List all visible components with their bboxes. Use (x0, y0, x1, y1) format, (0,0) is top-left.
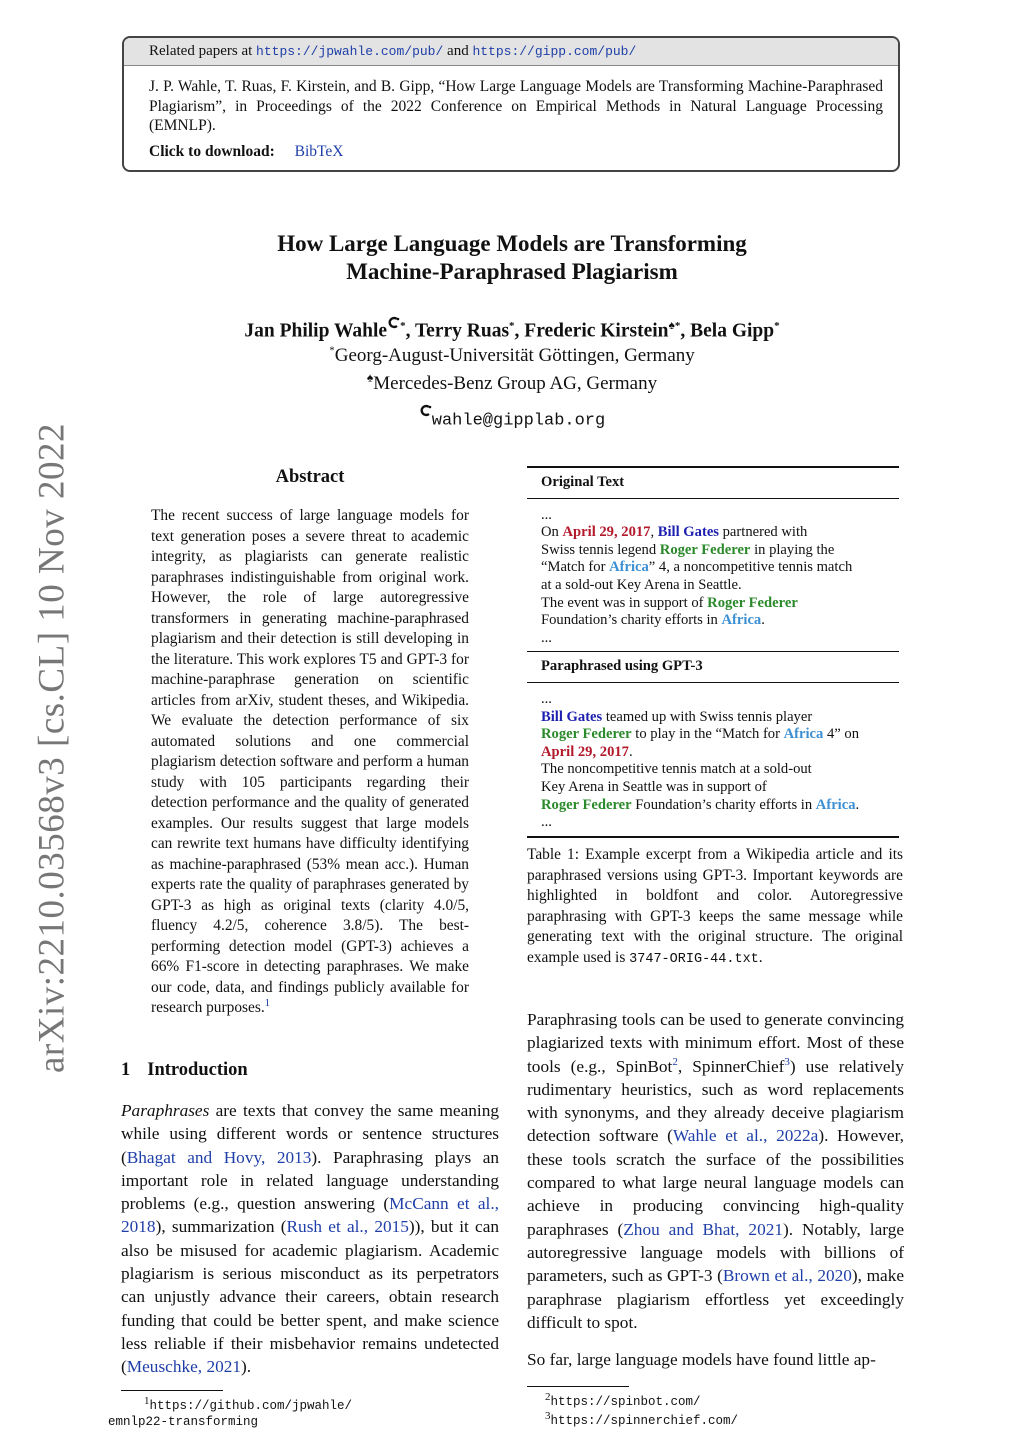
author-sep-2: , (514, 320, 525, 342)
cite-mccann-authors: McCann et al. (389, 1194, 495, 1214)
keyword-roger: Roger Federer (541, 796, 632, 813)
col2-paragraph-2: So far, large language models have found little ap- (527, 1350, 876, 1369)
cite-brown[interactable]: Brown et al., 2020 (722, 1266, 852, 1286)
keyword-date: April 29, 2017 (541, 743, 629, 760)
author-marks-1 (387, 320, 406, 332)
email-c-icon (387, 316, 400, 329)
para-line-5: Key Arena in Seattle was in support of (541, 778, 767, 795)
footnote-ref-2[interactable]: 2 (672, 1055, 678, 1068)
keyword-date: April 29, 2017 (562, 524, 651, 541)
related-prefix: Related papers at (149, 43, 253, 59)
cite-zhou-bhat[interactable]: Zhou and Bhat, 2021 (623, 1219, 783, 1239)
footnote-1 (108, 1394, 353, 1430)
ellipsis: ... (541, 629, 552, 646)
related-papers-header (124, 38, 898, 66)
cite-bhagat-hovy[interactable]: Bhagat and Hovy, 2013 (126, 1147, 312, 1167)
footnote-1-url-a[interactable]: https://github.com/jpwahle/ (149, 1399, 353, 1413)
cite-brown-year: 2020 (817, 1266, 852, 1286)
paraphrased-text-cell (527, 683, 899, 836)
title-line-1: How Large Language Models are Transforming (277, 231, 747, 256)
author-marks-3 (669, 320, 681, 332)
cite-meuschke[interactable]: Meuschke, 2021 (126, 1357, 241, 1377)
orig-text: ” 4, a noncompetitive tennis match (648, 559, 853, 576)
orig-text: Foundation’s charity efforts in (541, 612, 722, 629)
keyword-roger: Roger Federer (707, 594, 798, 611)
bibtex-link[interactable]: BibTeX (294, 143, 344, 160)
cite-rush[interactable]: Rush et al., 2015 (286, 1217, 409, 1237)
email-c-icon (419, 408, 432, 420)
orig-line-1 (541, 524, 899, 542)
paraphrases-term: Paraphrases (121, 1101, 210, 1120)
author-gipp: Bela Gipp (690, 320, 775, 342)
footnote-2-mark: 2 (545, 1390, 551, 1403)
orig-line-5 (541, 595, 899, 613)
orig-line-2 (541, 542, 899, 560)
cite-zhou-year: 2021 (748, 1219, 783, 1239)
para-line-2 (541, 726, 899, 744)
footnote-1-mark: 1 (144, 1394, 150, 1407)
col2-text-3: ) use relatively rudimentary heuristics, such as word replacements with synonyms, and they already deceive plagiarism detection software ( (527, 1056, 904, 1146)
keyword-place: Africa (815, 796, 856, 813)
keyword-place: Africa (609, 559, 649, 576)
ellipsis: ... (541, 506, 552, 523)
footnote-rule-right (527, 1386, 629, 1387)
orig-text: The event was in support of (541, 594, 708, 611)
aff-mark-1: * (329, 344, 335, 357)
author-ruas: Terry Ruas (414, 320, 510, 342)
author-sep-1: , (405, 320, 415, 342)
ellipsis: ... (541, 690, 552, 707)
author-mark-3: * (674, 320, 681, 332)
spade-icon: ♠ (668, 318, 675, 332)
cite-zhou-authors: Zhou and Bhat (623, 1219, 736, 1239)
download-row (149, 143, 343, 161)
author-mark-4: * (774, 320, 780, 332)
author-mark-1: * (400, 320, 406, 332)
author-mark-2: * (509, 320, 515, 332)
para-text: teamed up with Swiss tennis player (602, 708, 813, 725)
affiliation-mercedes (0, 370, 1024, 395)
para-line-1 (541, 709, 899, 727)
orig-on: On (541, 524, 563, 541)
cite-bhagat-authors: Bhagat and Hovy (126, 1147, 261, 1167)
footnote-1-url-b[interactable]: emnlp22-transforming (108, 1415, 259, 1429)
abstract-heading: Abstract (275, 467, 345, 487)
example-table (527, 466, 899, 838)
table-bottom-rule (527, 836, 899, 838)
para-line-6 (541, 797, 899, 815)
keyword-roger: Roger Federer (659, 541, 751, 558)
intro-text-3: ), summarization ( (155, 1217, 287, 1237)
paper-title (0, 230, 1024, 286)
footnote-2-url[interactable]: https://spinbot.com/ (550, 1395, 701, 1409)
related-and: and (447, 43, 469, 59)
keyword-person: Bill Gates (657, 524, 719, 541)
cite-mccann[interactable]: McCann et al., 2018 (121, 1194, 499, 1237)
orig-text: Swiss tennis legend (541, 541, 660, 558)
author-email[interactable]: wahle@gipplab.org (431, 411, 606, 431)
para-text: to play in the “Match for (631, 726, 784, 743)
section-title: Introduction (147, 1060, 248, 1080)
footnote-ref-1[interactable]: 1 (264, 996, 271, 1009)
arxiv-identifier: arXiv:2210.03568v3 [cs.CL] 10 Nov 2022 (31, 423, 73, 1073)
aff-mercedes-text: Mercedes-Benz Group AG, Germany (373, 373, 658, 394)
author-email-row (0, 404, 1024, 430)
footnote-rule-left (121, 1390, 223, 1391)
download-label: Click to download: (149, 143, 275, 160)
caption-filename: 3747-ORIG-44.txt (629, 951, 759, 967)
col2-text-6: ), make paraphrase plagiarism effortless yet exceedingly difficult to spot. (527, 1266, 905, 1332)
para-dot: . (628, 743, 633, 760)
jpwahle-pub-link[interactable]: https://jpwahle.com/pub/ (256, 44, 444, 59)
footnote-3-url[interactable]: https://spinnerchief.com/ (550, 1414, 739, 1428)
cite-meuschke-authors: Meuschke (126, 1357, 198, 1377)
orig-line-3 (541, 559, 899, 577)
cite-brown-authors: Brown et al. (722, 1266, 809, 1286)
aff-goettingen-text: Georg-August-Universität Göttingen, Germany (334, 345, 695, 366)
cite-bhagat-year: 2013 (276, 1147, 312, 1167)
paraphrased-header: Paraphrased using GPT-3 (541, 658, 703, 675)
footnote-2 (545, 1390, 701, 1410)
para-dot: . (855, 796, 860, 813)
author-list (0, 316, 1024, 343)
caption-text: Table 1: Example excerpt from a Wikipedia article and its paraphrased versions using GPT-3. Important keywords are highlighted in boldfont and color. Autoregressive paraphrasing with GPT-3 keeps the same message while generating text with the original structure. The original example used is (527, 846, 903, 966)
footnote-ref-3[interactable]: 3 (784, 1055, 790, 1068)
original-text-cell (527, 499, 899, 652)
title-line-2: Machine-Paraphrased Plagiarism (346, 259, 678, 284)
keyword-place: Africa (783, 726, 824, 743)
section-heading-introduction (121, 1060, 248, 1081)
para-text: 4” on (823, 726, 860, 743)
keyword-place: Africa (721, 612, 762, 629)
col2-text-4: ). However, these tools scratch the surface of the possibilities compared to what large neural language models can achieve in producing convincing high-quality paraphrases ( (527, 1126, 904, 1239)
intro-paragraph-1 (121, 1099, 499, 1379)
col2-paragraph-1 (527, 1008, 904, 1334)
footnote-3-mark: 3 (545, 1409, 551, 1422)
intro-text-2: ). Paraphrasing plays an important role in related language understanding problems (e.g., question answering ( (121, 1147, 500, 1214)
cite-rush-year: 2015 (374, 1217, 409, 1237)
intro-text-5: ). (241, 1357, 252, 1377)
table-caption: Table 1: Example excerpt from a Wikipedia article and its paraphrased versions using GPT-3. Important keywords are highlighted in boldfont and color. Autoregressive paraphrasing with GPT-3 keeps the same message while generating text with the original structure. The original example used is 3747-ORIG-44.txt. (527, 846, 903, 967)
orig-line-6 (541, 612, 899, 630)
gipp-pub-link[interactable]: https://gipp.com/pub/ (472, 44, 637, 59)
orig-text: partnered with (718, 524, 808, 541)
footnote-3 (545, 1409, 739, 1429)
author-sep-3: , (680, 320, 691, 342)
cite-mccann-year: 2018 (121, 1217, 156, 1237)
spade-icon: ♠ (366, 370, 374, 385)
orig-line-4: at a sold-out Key Arena in Seattle. (541, 576, 742, 593)
orig-comma: , (650, 524, 658, 541)
col2-text-2: , SpinnerChief (677, 1056, 785, 1076)
orig-dot: . (761, 612, 765, 629)
author-kirstein: Frederic Kirstein (524, 320, 669, 342)
keyword-person: Bill Gates (541, 708, 603, 725)
orig-text: “Match for (541, 559, 610, 576)
col2-text-1: Paraphrasing tools can be used to generate convincing plagiarized texts with minimum effort. Most of these tools (e.g., SpinBot (527, 1010, 904, 1076)
keyword-roger: Roger Federer (541, 726, 632, 743)
original-text-header: Original Text (541, 474, 625, 490)
related-papers-box (122, 36, 900, 172)
abstract-body (151, 506, 469, 1019)
ellipsis: ... (541, 814, 552, 831)
cite-meuschke-year: 2021 (206, 1357, 241, 1377)
cite-wahle[interactable]: Wahle et al., 2022a (672, 1126, 819, 1146)
author-wahle: Jan Philip Wahle (244, 320, 388, 342)
para-text: Foundation’s charity efforts in (631, 796, 816, 813)
affiliation-goettingen (0, 345, 1024, 367)
cite-rush-authors: Rush et al. (286, 1217, 364, 1237)
citation-text: J. P. Wahle, T. Ruas, F. Kirstein, and B. Gipp, “How Large Language Models are Transforming Machine-Paraphrased Plagiarism”, in Proceedings of the 2022 Conference on Empirical Methods in Natural Language Processing (EMNLP). (149, 78, 883, 134)
cite-wahle-year: 2022a (776, 1126, 819, 1146)
col2-text-5: ). Notably, large autoregressive language models with billions of parameters, such as GPT-3 ( (527, 1219, 905, 1286)
abstract-text: The recent success of large language models for text generation poses a severe threat to academic integrity, as plagiarists can generate realistic paraphrases indistinguishable from original work. However, the role of large autoregressive transformers in generating machine-paraphrased plagiarism and their detection is still developing in the literature. This work explores T5 and GPT-3 for machine-paraphrase generation on scientific articles from arXiv, student theses, and Wikipedia. We evaluate the detection performance of six automated solutions and one commercial plagiarism detection software and perform a human study with 105 participants regarding their detection performance and the quality of generated examples. Our results suggest that large models can rewrite text humans have difficulty identifying as machine-paraphrased (53% mean acc.). Human experts rate the quality of paraphrases generated by GPT-3 as high as original texts (clarity 4.0/5, fluency 4.2/5, coherence 3.8/5). The best-performing detection model (GPT-3) achieves a 66% F1-score in detecting paraphrases. We make our code, data, and findings publicly available for research purposes. (151, 507, 469, 1016)
intro-text-4: )), but it can also be misused for academic plagiarism. Academic plagiarism is serious misconduct as its perpetrators can unjustly advance their careers, obtain research funding that could be better spent, and make science less reliable if their misbehavior remains undetected ( (121, 1217, 500, 1377)
cite-wahle-authors: Wahle et al. (672, 1126, 764, 1146)
section-number: 1 (121, 1060, 131, 1080)
intro-text-1: are texts that convey the same meaning while using different words or sentence structures ( (121, 1101, 499, 1167)
para-line-3 (541, 744, 899, 762)
orig-text: in playing the (750, 541, 835, 558)
para-line-4: The noncompetitive tennis match at a sold-out (541, 761, 812, 778)
